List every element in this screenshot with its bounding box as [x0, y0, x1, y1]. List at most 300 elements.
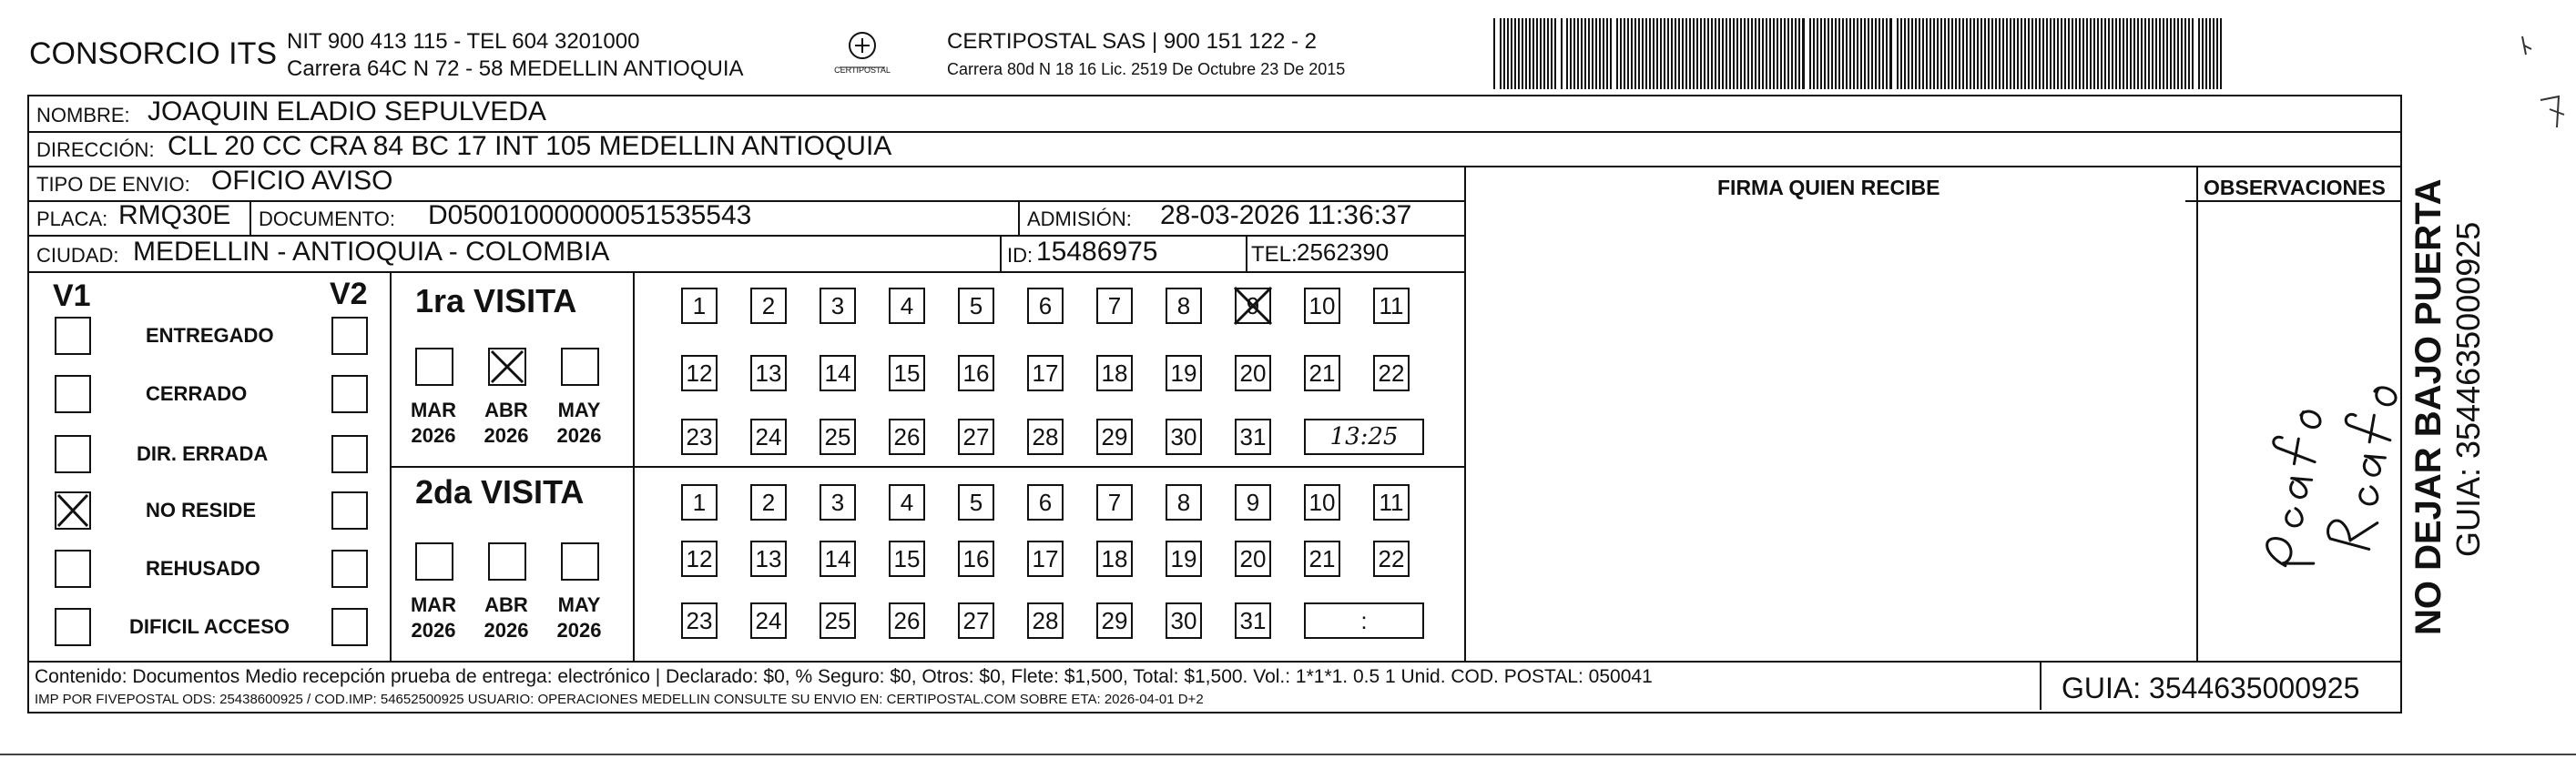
barcode-bar: [2163, 18, 2164, 89]
barcode-bar: [1696, 18, 1698, 89]
barcode-bar: [1838, 18, 1840, 89]
barcode-bar: [1787, 18, 1789, 89]
barcode-bar: [1933, 18, 1935, 89]
barcode-bar: [2170, 18, 2172, 89]
barcode: [1493, 18, 2222, 89]
company-name: CONSORCIO ITS: [29, 36, 278, 71]
day-box: 22: [1373, 355, 1410, 391]
barcode-bar: [1518, 18, 1520, 89]
time-box: :: [1304, 602, 1424, 639]
day-box: 3: [820, 484, 856, 521]
barcode-bar: [2148, 18, 2150, 89]
status-v2-checkbox: [331, 550, 368, 588]
month-year: 2026: [556, 619, 602, 642]
barcode-bar: [1966, 18, 1968, 89]
barcode-bar: [1682, 18, 1684, 89]
barcode-bar: [1715, 18, 1716, 89]
barcode-bar: [1959, 18, 1960, 89]
barcode-bar: [1671, 18, 1673, 89]
barcode-bar: [2017, 18, 2019, 89]
barcode-bar: [1937, 18, 1939, 89]
barcode-bar: [1977, 18, 1979, 89]
barcode-bar: [2144, 18, 2146, 89]
month-year: 2026: [484, 424, 529, 447]
barcode-bar: [2177, 18, 2179, 89]
day-box: 11: [1373, 288, 1410, 324]
day-box: 8: [1166, 288, 1202, 324]
status-v2-checkbox: [331, 608, 368, 646]
month-checkbox: [561, 348, 599, 386]
status-v1-checkbox: [55, 435, 91, 473]
day-box: 1: [681, 288, 718, 324]
day-box: 22: [1373, 541, 1410, 577]
day-box: 18: [1096, 541, 1133, 577]
visita2-title: 2da VISITA: [415, 473, 585, 511]
barcode-bar: [2188, 18, 2190, 89]
barcode-bar: [1791, 18, 1793, 89]
day-box: 13: [750, 355, 787, 391]
day-box: 2: [750, 484, 787, 521]
tipo-envio-value: OFICIO AVISO: [211, 166, 393, 196]
day-box: 31: [1235, 602, 1271, 639]
placa-label: PLACA:: [36, 207, 108, 230]
day-box: 16: [958, 541, 994, 577]
barcode-bar: [1817, 18, 1818, 89]
day-box: 21: [1304, 541, 1340, 577]
barcode-bar: [1842, 18, 1844, 89]
barcode-bar: [1573, 18, 1575, 89]
barcode-bar: [2035, 18, 2037, 89]
barcode-bar: [1577, 18, 1579, 89]
status-label: DIR. ERRADA: [137, 442, 269, 465]
barcode-bar: [2104, 18, 2106, 89]
barcode-bar: [1554, 18, 1556, 89]
day-box: 10: [1304, 484, 1340, 521]
barcode-bar: [2166, 18, 2168, 89]
barcode-bar: [2108, 18, 2110, 89]
barcode-bar: [1507, 18, 1509, 89]
barcode-bar: [1798, 18, 1800, 89]
visita1-title: 1ra VISITA: [415, 282, 577, 319]
side-guia: GUIA: 3544635000925: [2449, 221, 2487, 557]
barcode-bar: [1984, 18, 1986, 89]
barcode-bar: [2068, 18, 2070, 89]
nombre-value: JOAQUIN ELADIO SEPULVEDA: [148, 96, 546, 126]
day-box: 20: [1235, 541, 1271, 577]
status-label: NO RESIDE: [146, 499, 257, 521]
barcode-bar: [2072, 18, 2073, 89]
barcode-bar: [1543, 18, 1545, 89]
barcode-bar: [2082, 18, 2084, 89]
barcode-bar: [1711, 18, 1713, 89]
barcode-bar: [1962, 18, 1964, 89]
v2-header: V2: [330, 277, 368, 311]
barcode-bar: [1511, 18, 1512, 89]
barcode-bar: [1773, 18, 1775, 89]
day-box: 10: [1304, 288, 1340, 324]
barcode-bar: [1951, 18, 1953, 89]
barcode-bar: [2093, 18, 2095, 89]
barcode-bar: [1889, 18, 1892, 89]
barcode-bar: [1536, 18, 1538, 89]
barcode-bar: [1970, 18, 1971, 89]
day-box: 27: [958, 419, 994, 455]
day-box: 11: [1373, 484, 1410, 521]
day-box: 2: [750, 288, 787, 324]
barcode-bar: [1653, 18, 1655, 89]
barcode-bar: [1522, 18, 1523, 89]
barcode-bar: [1926, 18, 1928, 89]
barcode-bar: [1904, 18, 1906, 89]
documento-value: D05001000000051535543: [428, 200, 752, 230]
barcode-bar: [1634, 18, 1636, 89]
id-value: 15486975: [1036, 237, 1158, 267]
barcode-bar: [1532, 18, 1534, 89]
day-box: 30: [1166, 419, 1202, 455]
observaciones-header: OBSERVACIONES: [2204, 176, 2386, 199]
barcode-bar: [1758, 18, 1760, 89]
barcode-bar: [1740, 18, 1742, 89]
barcode-bar: [1795, 18, 1797, 89]
barcode-bar: [1514, 18, 1516, 89]
day-box: 30: [1166, 602, 1202, 639]
barcode-bar: [1809, 18, 1811, 89]
barcode-bar: [1857, 18, 1858, 89]
barcode-bar: [1642, 18, 1644, 89]
day-box: 12: [681, 355, 718, 391]
day-box: 17: [1027, 355, 1064, 391]
barcode-bar: [1503, 18, 1505, 89]
barcode-bar: [2112, 18, 2113, 89]
placa-value: RMQ30E: [118, 200, 231, 230]
status-label: DIFICIL ACCESO: [129, 615, 290, 638]
day-box: 3: [820, 288, 856, 324]
tel-label: TEL:: [1251, 242, 1298, 267]
month-year: 2026: [484, 619, 529, 642]
day-box: 1: [681, 484, 718, 521]
month-check-mark: [488, 348, 526, 386]
day-box: 26: [889, 602, 925, 639]
day-box: 24: [750, 419, 787, 455]
barcode-bar: [2174, 18, 2175, 89]
barcode-bar: [1911, 18, 1913, 89]
barcode-bar: [2046, 18, 2048, 89]
barcode-bar: [1769, 18, 1771, 89]
day-box: 25: [820, 419, 856, 455]
status-v2-checkbox: [331, 375, 368, 413]
barcode-bar: [2031, 18, 2033, 89]
barcode-bar: [1733, 18, 1735, 89]
barcode-bar: [1944, 18, 1946, 89]
nombre-label: NOMBRE:: [36, 104, 130, 126]
barcode-bar: [1685, 18, 1687, 89]
day-box: 21: [1304, 355, 1340, 391]
barcode-bar: [2205, 18, 2207, 89]
barcode-bar: [1689, 18, 1691, 89]
barcode-bar: [1726, 18, 1727, 89]
barcode-bar: [1879, 18, 1880, 89]
status-v1-checkbox: [55, 550, 91, 588]
barcode-bar: [2075, 18, 2077, 89]
barcode-bar: [2184, 18, 2186, 89]
time-box: 13:25: [1304, 419, 1424, 455]
barcode-bar: [1592, 18, 1593, 89]
scan-mark: [2504, 27, 2568, 155]
barcode-bar: [1820, 18, 1822, 89]
barcode-bar: [1729, 18, 1731, 89]
barcode-bar: [1678, 18, 1680, 89]
day-box: 7: [1096, 288, 1133, 324]
barcode-bar: [1849, 18, 1851, 89]
barcode-bar: [1871, 18, 1873, 89]
month-label: MAY: [557, 399, 601, 421]
barcode-bar: [1606, 18, 1608, 89]
day-box: 28: [1027, 602, 1064, 639]
barcode-bar: [2115, 18, 2117, 89]
barcode-bar: [2133, 18, 2135, 89]
barcode-bar: [1584, 18, 1586, 89]
status-label: CERRADO: [146, 382, 248, 405]
month-year: 2026: [411, 619, 456, 642]
barcode-bar: [2119, 18, 2121, 89]
barcode-bar: [2050, 18, 2052, 89]
barcode-bar: [1919, 18, 1920, 89]
barcode-bar: [2159, 18, 2161, 89]
barcode-bar: [1624, 18, 1625, 89]
barcode-bar: [2198, 18, 2200, 89]
barcode-bar: [1581, 18, 1583, 89]
barcode-bar: [1667, 18, 1669, 89]
barcode-bar: [2090, 18, 2092, 89]
barcode-bar: [2202, 18, 2204, 89]
barcode-bar: [1603, 18, 1604, 89]
status-v1-check-mark: [55, 491, 91, 530]
id-label: ID:: [1007, 244, 1033, 267]
status-v2-checkbox: [331, 435, 368, 473]
barcode-bar: [1777, 18, 1778, 89]
day-box: 25: [820, 602, 856, 639]
barcode-bar: [2039, 18, 2041, 89]
footer-contenido: Contenido: Documentos Medio recepción prueba de entrega: electrónico | Declarado: $0, % Seguro: $0, Otros: $0, Flete: $1,500, Total: $1,500. Vol.: 1*1*1. 0.5 1 Unid. COD. POSTAL: 050041: [35, 666, 1653, 687]
barcode-bar: [1551, 18, 1553, 89]
barcode-bar: [1747, 18, 1749, 89]
barcode-bar: [1664, 18, 1665, 89]
barcode-bar: [1980, 18, 1982, 89]
month-label: ABR: [484, 593, 528, 616]
day-box: 17: [1027, 541, 1064, 577]
day-box: 13: [750, 541, 787, 577]
status-v1-checkbox: [55, 317, 91, 355]
barcode-bar: [1493, 18, 1495, 89]
barcode-bar: [1656, 18, 1658, 89]
admision-label: ADMISIÓN:: [1027, 207, 1132, 230]
day-box: 19: [1166, 355, 1202, 391]
day-check-mark: [1231, 284, 1275, 328]
barcode-bar: [2097, 18, 2099, 89]
barcode-bar: [1929, 18, 1931, 89]
barcode-bar: [2216, 18, 2218, 89]
status-label: ENTREGADO: [146, 324, 274, 347]
admision-value: 28-03-2026 11:36:37: [1160, 200, 1412, 230]
barcode-bar: [1991, 18, 1993, 89]
barcode-bar: [1897, 18, 1899, 89]
ciudad-value: MEDELLIN - ANTIOQUIA - COLOMBIA: [133, 237, 610, 267]
day-box: 31: [1235, 419, 1271, 455]
day-box: 14: [820, 355, 856, 391]
no-dejar-bajo-puerta: NO DEJAR BAJO PUERTA: [2408, 178, 2449, 635]
barcode-bar: [1948, 18, 1950, 89]
day-box: 5: [958, 484, 994, 521]
barcode-bar: [1718, 18, 1720, 89]
month-label: ABR: [484, 399, 528, 421]
observaciones-handwriting: [2204, 273, 2404, 582]
day-box: 16: [958, 355, 994, 391]
barcode-bar: [1875, 18, 1877, 89]
company-address: Carrera 64C N 72 - 58 MEDELLIN ANTIOQUIA: [287, 56, 744, 81]
barcode-bar: [1722, 18, 1724, 89]
month-checkbox: [415, 542, 453, 581]
day-box: 9: [1235, 484, 1271, 521]
day-box: 5: [958, 288, 994, 324]
direccion-label: DIRECCIÓN:: [36, 138, 155, 161]
day-box: 27: [958, 602, 994, 639]
tipo-envio-label: TIPO DE ENVIO:: [36, 173, 190, 196]
barcode-bar: [1707, 18, 1709, 89]
barcode-bar: [1999, 18, 2001, 89]
v1-header: V1: [53, 278, 91, 313]
barcode-bar: [1860, 18, 1862, 89]
barcode-bar: [1915, 18, 1917, 89]
barcode-bar: [2013, 18, 2015, 89]
barcode-bar: [1835, 18, 1837, 89]
barcode-bar: [1940, 18, 1942, 89]
barcode-bar: [1751, 18, 1753, 89]
barcode-bar: [2220, 18, 2222, 89]
month-year: 2026: [411, 424, 456, 447]
status-v1-checkbox: [55, 375, 91, 413]
barcode-bar: [2126, 18, 2128, 89]
barcode-bar: [1995, 18, 1997, 89]
day-box: 28: [1027, 419, 1064, 455]
month-checkbox: [415, 348, 453, 386]
barcode-bar: [1813, 18, 1815, 89]
barcode-bar: [2010, 18, 2011, 89]
day-box: 15: [889, 355, 925, 391]
barcode-bar: [1616, 18, 1618, 89]
day-box: 18: [1096, 355, 1133, 391]
day-box: 23: [681, 602, 718, 639]
certipostal-logo: [830, 27, 894, 82]
barcode-bar: [1700, 18, 1702, 89]
barcode-bar: [2024, 18, 2026, 89]
day-box: 4: [889, 484, 925, 521]
footer-imp: IMP POR FIVEPOSTAL ODS: 25438600925 / COD.IMP: 54652500925 USUARIO: OPERACIONES MEDELLIN CONSULTE SU ENVIO EN: CERTIPOSTAL.COM SOBRE ETA: 2026-04-01 D+2: [35, 692, 1204, 707]
day-box: 29: [1096, 602, 1133, 639]
barcode-bar: [1828, 18, 1829, 89]
status-label: REHUSADO: [146, 557, 260, 580]
logo-text: CERTIPOSTAL: [834, 66, 891, 75]
barcode-bar: [1561, 18, 1563, 89]
barcode-bar: [1638, 18, 1640, 89]
barcode-bar: [1588, 18, 1590, 89]
barcode-bar: [1566, 18, 1568, 89]
day-box: 8: [1166, 484, 1202, 521]
barcode-bar: [2086, 18, 2088, 89]
day-box: 19: [1166, 541, 1202, 577]
footer-guia: GUIA: 3544635000925: [2062, 672, 2360, 704]
barcode-bar: [1627, 18, 1629, 89]
barcode-bar: [1525, 18, 1527, 89]
barcode-bar: [1736, 18, 1738, 89]
barcode-bar: [1802, 18, 1805, 89]
barcode-bar: [1675, 18, 1676, 89]
company-nit: NIT 900 413 115 - TEL 604 3201000: [287, 29, 640, 54]
barcode-bar: [2006, 18, 2008, 89]
barcode-bar: [2192, 18, 2194, 89]
barcode-bar: [1570, 18, 1572, 89]
month-checkbox: [488, 542, 526, 581]
day-box: 6: [1027, 484, 1064, 521]
firma-header: FIRMA QUIEN RECIBE: [1717, 176, 1940, 199]
barcode-bar: [1831, 18, 1833, 89]
barcode-bar: [1540, 18, 1542, 89]
barcode-bar: [1595, 18, 1597, 89]
barcode-bar: [1610, 18, 1612, 89]
day-box: 29: [1096, 419, 1133, 455]
barcode-bar: [2079, 18, 2081, 89]
barcode-bar: [2028, 18, 2030, 89]
barcode-bar: [2021, 18, 2022, 89]
barcode-bar: [1853, 18, 1855, 89]
barcode-bar: [1500, 18, 1502, 89]
barcode-bar: [2130, 18, 2132, 89]
barcode-bar: [1864, 18, 1866, 89]
day-box: 12: [681, 541, 718, 577]
day-box: 26: [889, 419, 925, 455]
barcode-bar: [2155, 18, 2157, 89]
barcode-bar: [1988, 18, 1990, 89]
barcode-bar: [1649, 18, 1651, 89]
barcode-bar: [2141, 18, 2143, 89]
barcode-bar: [1762, 18, 1764, 89]
status-v1-checkbox: [55, 608, 91, 646]
barcode-bar: [1693, 18, 1695, 89]
day-box: 4: [889, 288, 925, 324]
barcode-bar: [2002, 18, 2004, 89]
barcode-bar: [1755, 18, 1756, 89]
day-box: 23: [681, 419, 718, 455]
day-box: 20: [1235, 355, 1271, 391]
day-box: 14: [820, 541, 856, 577]
ciudad-label: CIUDAD:: [36, 244, 119, 267]
barcode-bar: [2053, 18, 2055, 89]
barcode-bar: [1973, 18, 1975, 89]
month-checkbox: [561, 542, 599, 581]
certipostal-address: Carrera 80d N 18 16 Lic. 2519 De Octubre 23 De 2015: [947, 60, 1346, 78]
status-v2-checkbox: [331, 317, 368, 355]
barcode-bar: [1547, 18, 1549, 89]
barcode-bar: [2057, 18, 2059, 89]
barcode-bar: [2042, 18, 2044, 89]
barcode-bar: [1784, 18, 1786, 89]
barcode-bar: [1824, 18, 1826, 89]
month-year: 2026: [556, 424, 602, 447]
barcode-bar: [2061, 18, 2062, 89]
direccion-value: CLL 20 CC CRA 84 BC 17 INT 105 MEDELLIN ANTIOQUIA: [168, 131, 892, 161]
barcode-bar: [1631, 18, 1633, 89]
barcode-bar: [1744, 18, 1746, 89]
barcode-bar: [2137, 18, 2139, 89]
